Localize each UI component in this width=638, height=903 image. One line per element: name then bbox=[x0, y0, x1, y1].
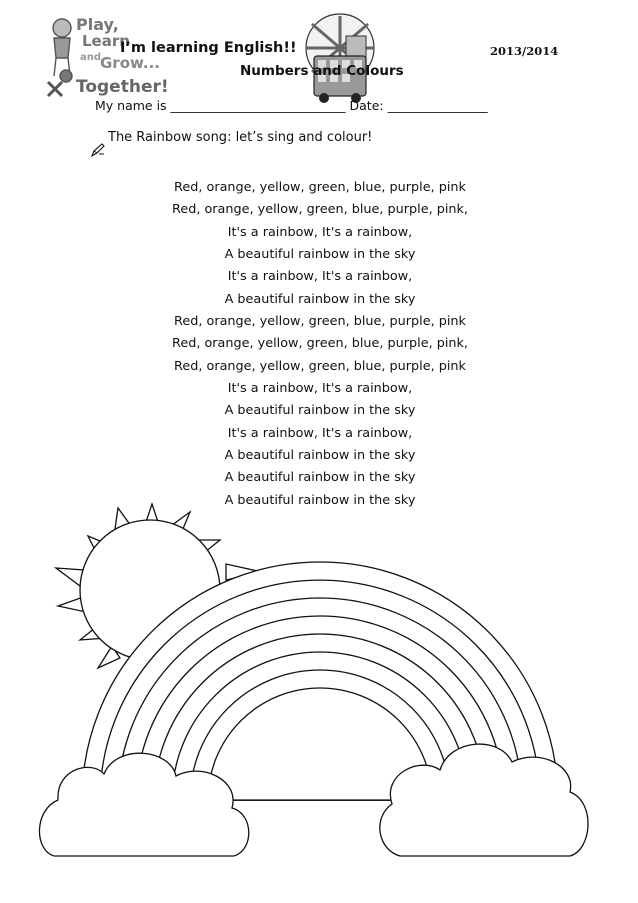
lyric-line: Red, orange, yellow, green, blue, purple, pink bbox=[174, 314, 466, 330]
lyric-line: A beautiful rainbow in the sky bbox=[224, 291, 416, 307]
instruction-text: The Rainbow song: let’s sing and colour! bbox=[108, 130, 373, 145]
lyric-line: It's a rainbow, It's a rainbow, bbox=[227, 425, 413, 441]
play-learn-grow-logo bbox=[44, 10, 172, 102]
svg-text:Learn: Learn bbox=[82, 32, 130, 50]
london-bus-badge-icon bbox=[300, 12, 378, 108]
lyric-line: A beautiful rainbow in the sky bbox=[224, 470, 416, 486]
worksheet-subtitle: Numbers and Colours bbox=[240, 63, 404, 79]
lyric-line: Red, orange, yellow, green, blue, purple, pink bbox=[174, 180, 466, 195]
colouring-scene bbox=[0, 500, 638, 903]
svg-text:Together!: Together! bbox=[76, 77, 169, 97]
lyric-line: It's a rainbow, It's a rainbow, bbox=[227, 381, 413, 397]
school-year: 2013/2014 bbox=[490, 44, 559, 58]
lyric-line: Red, orange, yellow, green, blue, purple, pink, bbox=[172, 336, 468, 352]
svg-text:Grow...: Grow... bbox=[100, 54, 161, 72]
svg-text:and: and bbox=[80, 52, 102, 63]
worksheet-title: I’m learning English!! bbox=[120, 40, 297, 56]
pencil-icon bbox=[90, 142, 106, 158]
lyric-line: A beautiful rainbow in the sky bbox=[224, 247, 416, 263]
lyric-line: Red, orange, yellow, green, blue, purple, pink bbox=[174, 358, 466, 374]
svg-text:Play,: Play, bbox=[76, 15, 119, 34]
lyric-line: A beautiful rainbow in the sky bbox=[224, 492, 416, 508]
lyric-line: It's a rainbow, It's a rainbow, bbox=[227, 269, 413, 285]
lyric-line: A beautiful rainbow in the sky bbox=[224, 448, 416, 464]
song-lyrics bbox=[120, 177, 520, 512]
lyric-line: A beautiful rainbow in the sky bbox=[224, 403, 416, 419]
lyric-line: It's a rainbow, It's a rainbow, bbox=[227, 224, 413, 240]
lyric-line: Red, orange, yellow, green, blue, purple, pink, bbox=[172, 202, 468, 218]
name-date-field[interactable]: My name is ____________________________ Date: ________________ bbox=[95, 98, 488, 113]
